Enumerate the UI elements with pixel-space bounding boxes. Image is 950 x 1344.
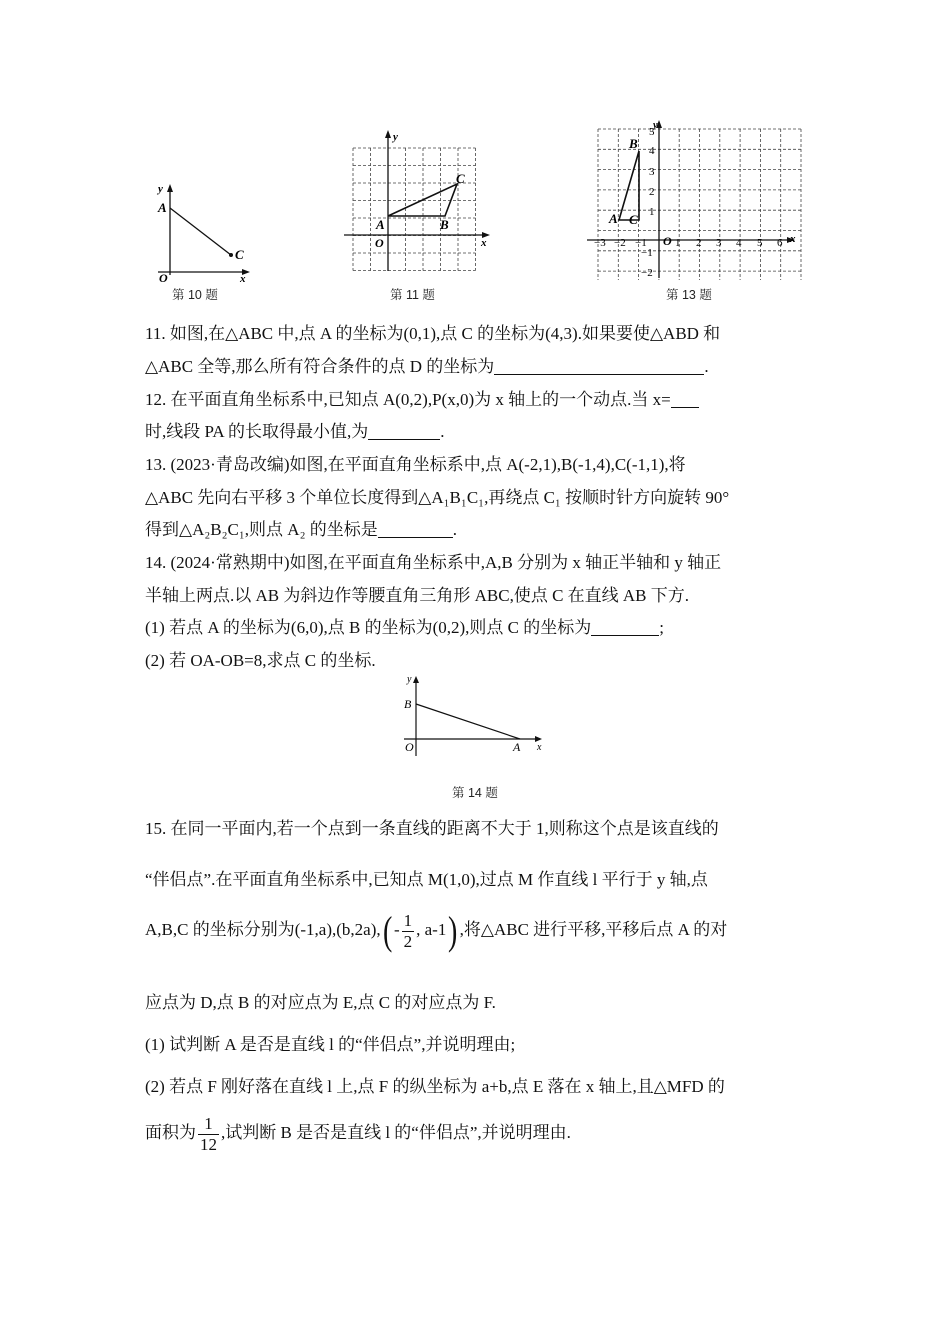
q15-line3-text: A,B,C 的坐标分别为(-1,a),(b,2a), [145, 920, 381, 939]
q14-line2: 半轴上两点.以 AB 为斜边作等腰直角三角形 ABC,使点 C 在直线 AB 下方. [145, 586, 690, 605]
q11-line2-text: △ABC 全等,那么所有符合条件的点 D 的坐标为 [145, 357, 495, 376]
figure-10 [148, 180, 258, 285]
fig13-label-x: x [790, 233, 796, 245]
q15-line4: 应点为 D,点 B 的对应点为 E,点 C 的对应点为 F. [145, 993, 496, 1012]
q15-frac-num: 1 [403, 911, 413, 931]
q15-frac-den: 2 [403, 931, 413, 951]
fig10-label-y: y [158, 183, 163, 195]
fig14-label-A: A [513, 740, 521, 754]
fig13-xtick: −1 [635, 237, 647, 249]
q12-blank-x[interactable] [671, 390, 699, 408]
fig13-label-A: A [609, 211, 618, 226]
q15-point-c-minus: - [393, 920, 400, 939]
q15-sub2b [145, 1110, 571, 1156]
fig13-xtick: 1 [675, 237, 681, 249]
fig10-label-C: C [235, 247, 244, 262]
fig10-label-x: x [240, 273, 246, 285]
q12-line2-end: . [440, 422, 445, 441]
fig11-label-C: C [456, 171, 465, 186]
fig13-xtick: 4 [736, 237, 742, 249]
fig14-label-y: y [407, 674, 412, 685]
q12-line2-text: 时,线段 PA 的长取得最小值,为 [145, 422, 369, 441]
fig13-xtick: 5 [757, 237, 763, 249]
q11-line2-end: . [704, 357, 709, 376]
fig10-label-O: O [159, 271, 168, 285]
fig11-label-y: y [393, 131, 398, 143]
fig13-ytick: 2 [649, 186, 655, 198]
fig13-ytick: 5 [649, 126, 655, 138]
fig13-xtick: −3 [594, 237, 606, 249]
q11-answer-blank[interactable] [494, 357, 704, 375]
q15-fraction-area [198, 1114, 219, 1154]
q13-line2: △ABC 先向右平移 3 个单位长度得到△A₁B₁C₁,再绕点 C₁ 按顺时针方向旋转 90° [145, 488, 730, 507]
q15-sub2: (2) 若点 F 刚好落在直线 l 上,点 F 的纵坐标为 a+b,点 E 落在 x 轴上,且△MFD 的 [145, 1077, 725, 1096]
q12-line2 [145, 421, 444, 443]
q15-sub1: (1) 试判断 A 是否是直线 l 的“伴侣点”,并说明理由; [145, 1035, 516, 1054]
fig13-xtick: 6 [777, 237, 783, 249]
q15-area-den: 12 [200, 1134, 217, 1154]
fig13-ytick: −2 [641, 267, 653, 279]
q11-line2 [145, 356, 709, 378]
fig14-label-O: O [405, 740, 414, 754]
q14-sub1-end: ; [659, 618, 664, 637]
q13-line3-end: . [452, 520, 458, 539]
fig13-ytick: 4 [649, 145, 655, 157]
q14-sub2: (2) 若 OA-OB=8,求点 C 的坐标. [145, 651, 376, 670]
q13-line3 [145, 519, 457, 541]
q15-fraction-half [402, 911, 415, 951]
fig11-label-x: x [481, 237, 487, 249]
fig10-label-A: A [158, 200, 167, 215]
fig14-label-B: B [404, 697, 412, 711]
q11-line1: 11. 如图,在△ABC 中,点 A 的坐标为(0,1),点 C 的坐标为(4,3).如果要使△ABD 和 [145, 324, 721, 343]
fig13-label-B: B [629, 136, 638, 151]
fig13-ytick: 3 [649, 166, 655, 178]
fig13-label-C: C [629, 212, 638, 227]
fig14-label-x: x [537, 742, 542, 753]
q15-area-num: 1 [198, 1114, 219, 1135]
q14-line1: 14. (2024·常熟期中)如图,在平面直角坐标系中,A,B 分别为 x 轴正半轴和 y 轴正 [145, 553, 722, 572]
fig10-caption: 第 10 题 [172, 288, 218, 302]
figure-11 [340, 128, 495, 273]
q15-line3-end: ,将△ABC 进行平移,平移后点 A 的对 [459, 920, 728, 939]
fig13-xtick: 3 [716, 237, 722, 249]
q12-line1 [145, 389, 699, 411]
q13-line1: 13. (2023·青岛改编)如图,在平面直角坐标系中,点 A(-2,1),B(-1,4),C(-1,1),将 [145, 455, 686, 474]
q13-line3-text: 得到△A₂B₂C₁,则点 A₂ 的坐标是 [145, 520, 378, 539]
q12-blank-min[interactable] [368, 422, 440, 440]
fig13-caption: 第 13 题 [666, 288, 712, 302]
q15-line1: 15. 在同一平面内,若一个点到一条直线的距离不大于 1,则称这个点是该直线的 [145, 819, 719, 838]
q12-line1-text: 12. 在平面直角坐标系中,已知点 A(0,2),P(x,0)为 x 轴上的一个动点.当 x= [145, 390, 671, 409]
q15-sub2b-end: ,试判断 B 是否是直线 l 的“伴侣点”,并说明理由. [221, 1123, 571, 1142]
q15-line3: A,B,C 的坐标分别为(-1,a),(b,2a),( - $\frac{1}{2}$ , a-1) ,将△ABC 进行平移,平移后点 A 的对 [145, 908, 728, 954]
fig13-ytick: −1 [641, 247, 653, 259]
q14-sub1-text: (1) 若点 A 的坐标为(6,0),点 B 的坐标为(0,2),则点 C 的坐标为 [145, 618, 592, 637]
fig13-ytick: 1 [649, 206, 655, 218]
fig11-label-B: B [440, 217, 449, 232]
figure-14 [398, 670, 553, 760]
q13-answer-blank[interactable] [378, 520, 453, 538]
fig13-xtick: 2 [696, 237, 702, 249]
q14-answer-blank[interactable] [591, 618, 659, 636]
fig13-label-y: y [653, 120, 658, 131]
fig11-caption: 第 11 题 [390, 288, 435, 302]
q15-line2: “伴侣点”.在平面直角坐标系中,已知点 M(1,0),过点 M 作直线 l 平行于 y 轴,点 [145, 870, 708, 889]
fig11-label-A: A [376, 217, 385, 232]
fig13-xtick: −2 [614, 237, 626, 249]
figure-13 [585, 118, 805, 280]
q14-sub1 [145, 617, 664, 639]
fig14-caption: 第 14 题 [452, 786, 498, 800]
q15-sub2b-text: 面积为 [145, 1123, 196, 1142]
fig11-label-O: O [375, 236, 384, 250]
fig13-label-O: O [663, 234, 672, 248]
q15-point-c-rest: , a-1 [416, 920, 447, 939]
